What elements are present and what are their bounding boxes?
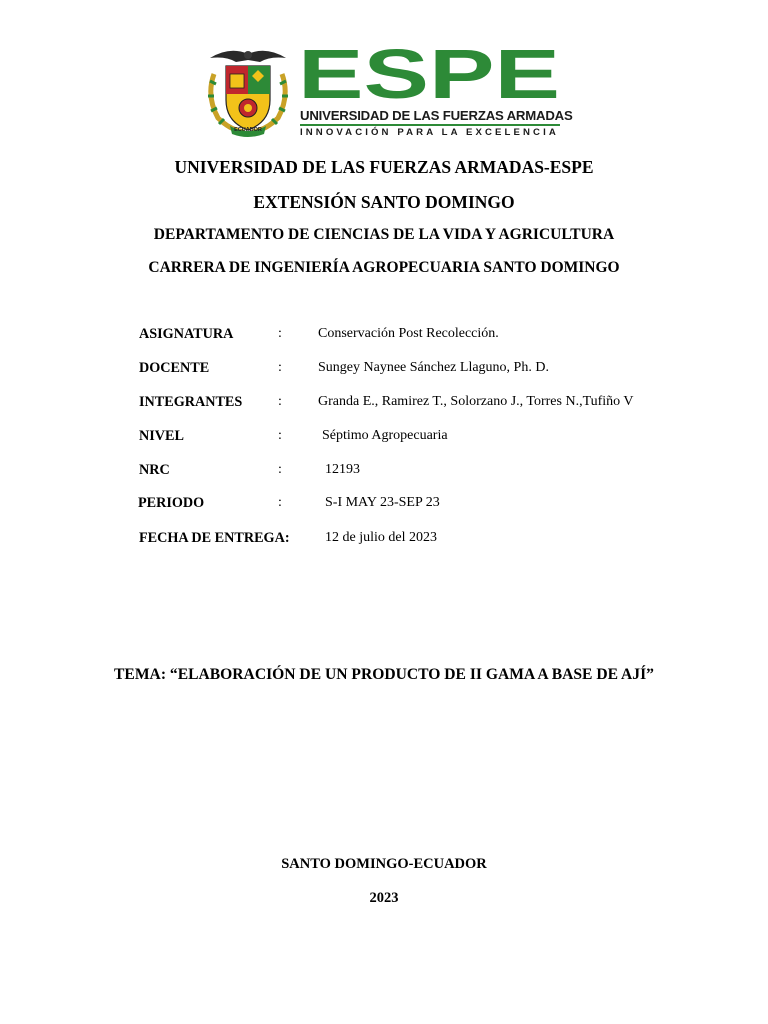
info-colon: :: [278, 394, 282, 409]
crest-caption: ECUADOR: [234, 127, 262, 133]
info-colon: :: [278, 360, 282, 375]
info-label: NIVEL: [139, 428, 184, 444]
document-topic: TEMA: “ELABORACIÓN DE UN PRODUCTO DE II GAMA A BASE DE AJÍ”: [114, 666, 654, 683]
logo-tagline: INNOVACIÓN PARA LA EXCELENCIA: [300, 127, 559, 138]
info-label: NRC: [139, 462, 170, 478]
footer-year: 2023: [369, 890, 399, 906]
info-colon: :: [278, 462, 282, 477]
heading-extension: EXTENSIÓN SANTO DOMINGO: [253, 192, 515, 212]
info-label: FECHA DE ENTREGA:: [139, 530, 290, 546]
info-row-integrantes: [0, 394, 768, 414]
info-value-asignatura: Conservación Post Recolección.: [318, 326, 499, 341]
info-value-fecha: 12 de julio del 2023: [325, 530, 437, 545]
info-value-integrantes: Granda E., Ramirez T., Solorzano J., Torres N.,Tufiño V: [318, 394, 634, 409]
info-colon: :: [278, 428, 282, 443]
info-label: ASIGNATURA: [139, 326, 234, 342]
heading-career: CARRERA DE INGENIERÍA AGROPECUARIA SANTO DOMINGO: [148, 259, 620, 276]
university-crest-icon: [200, 44, 296, 140]
heading-university: UNIVERSIDAD DE LAS FUERZAS ARMADAS-ESPE: [174, 157, 594, 177]
info-row-docente: [0, 360, 768, 380]
info-value-nivel: Séptimo Agropecuaria: [322, 428, 448, 443]
info-colon: :: [278, 495, 282, 510]
espe-logo: [200, 44, 573, 140]
info-value-docente: Sungey Naynee Sánchez Llaguno, Ph. D.: [318, 360, 549, 375]
espe-wordmark-text: ESPE: [298, 44, 560, 106]
info-label: PERIODO: [138, 495, 205, 511]
info-value-periodo: S-I MAY 23-SEP 23: [325, 495, 440, 510]
info-colon: :: [278, 326, 282, 341]
info-value-nrc: 12193: [325, 462, 360, 477]
logo-divider: [300, 124, 560, 126]
footer-place: SANTO DOMINGO-ECUADOR: [281, 856, 487, 872]
info-row-nrc: [0, 462, 768, 482]
info-label: INTEGRANTES: [139, 394, 243, 410]
heading-department: DEPARTAMENTO DE CIENCIAS DE LA VIDA Y AGRICULTURA: [153, 226, 615, 243]
info-row-asignatura: [0, 326, 768, 346]
info-row-fecha: [0, 530, 768, 550]
info-row-periodo: [0, 495, 768, 515]
info-label: DOCENTE: [139, 360, 210, 376]
logo-university-name: UNIVERSIDAD DE LAS FUERZAS ARMADAS: [300, 108, 573, 123]
info-row-nivel: [0, 428, 768, 448]
